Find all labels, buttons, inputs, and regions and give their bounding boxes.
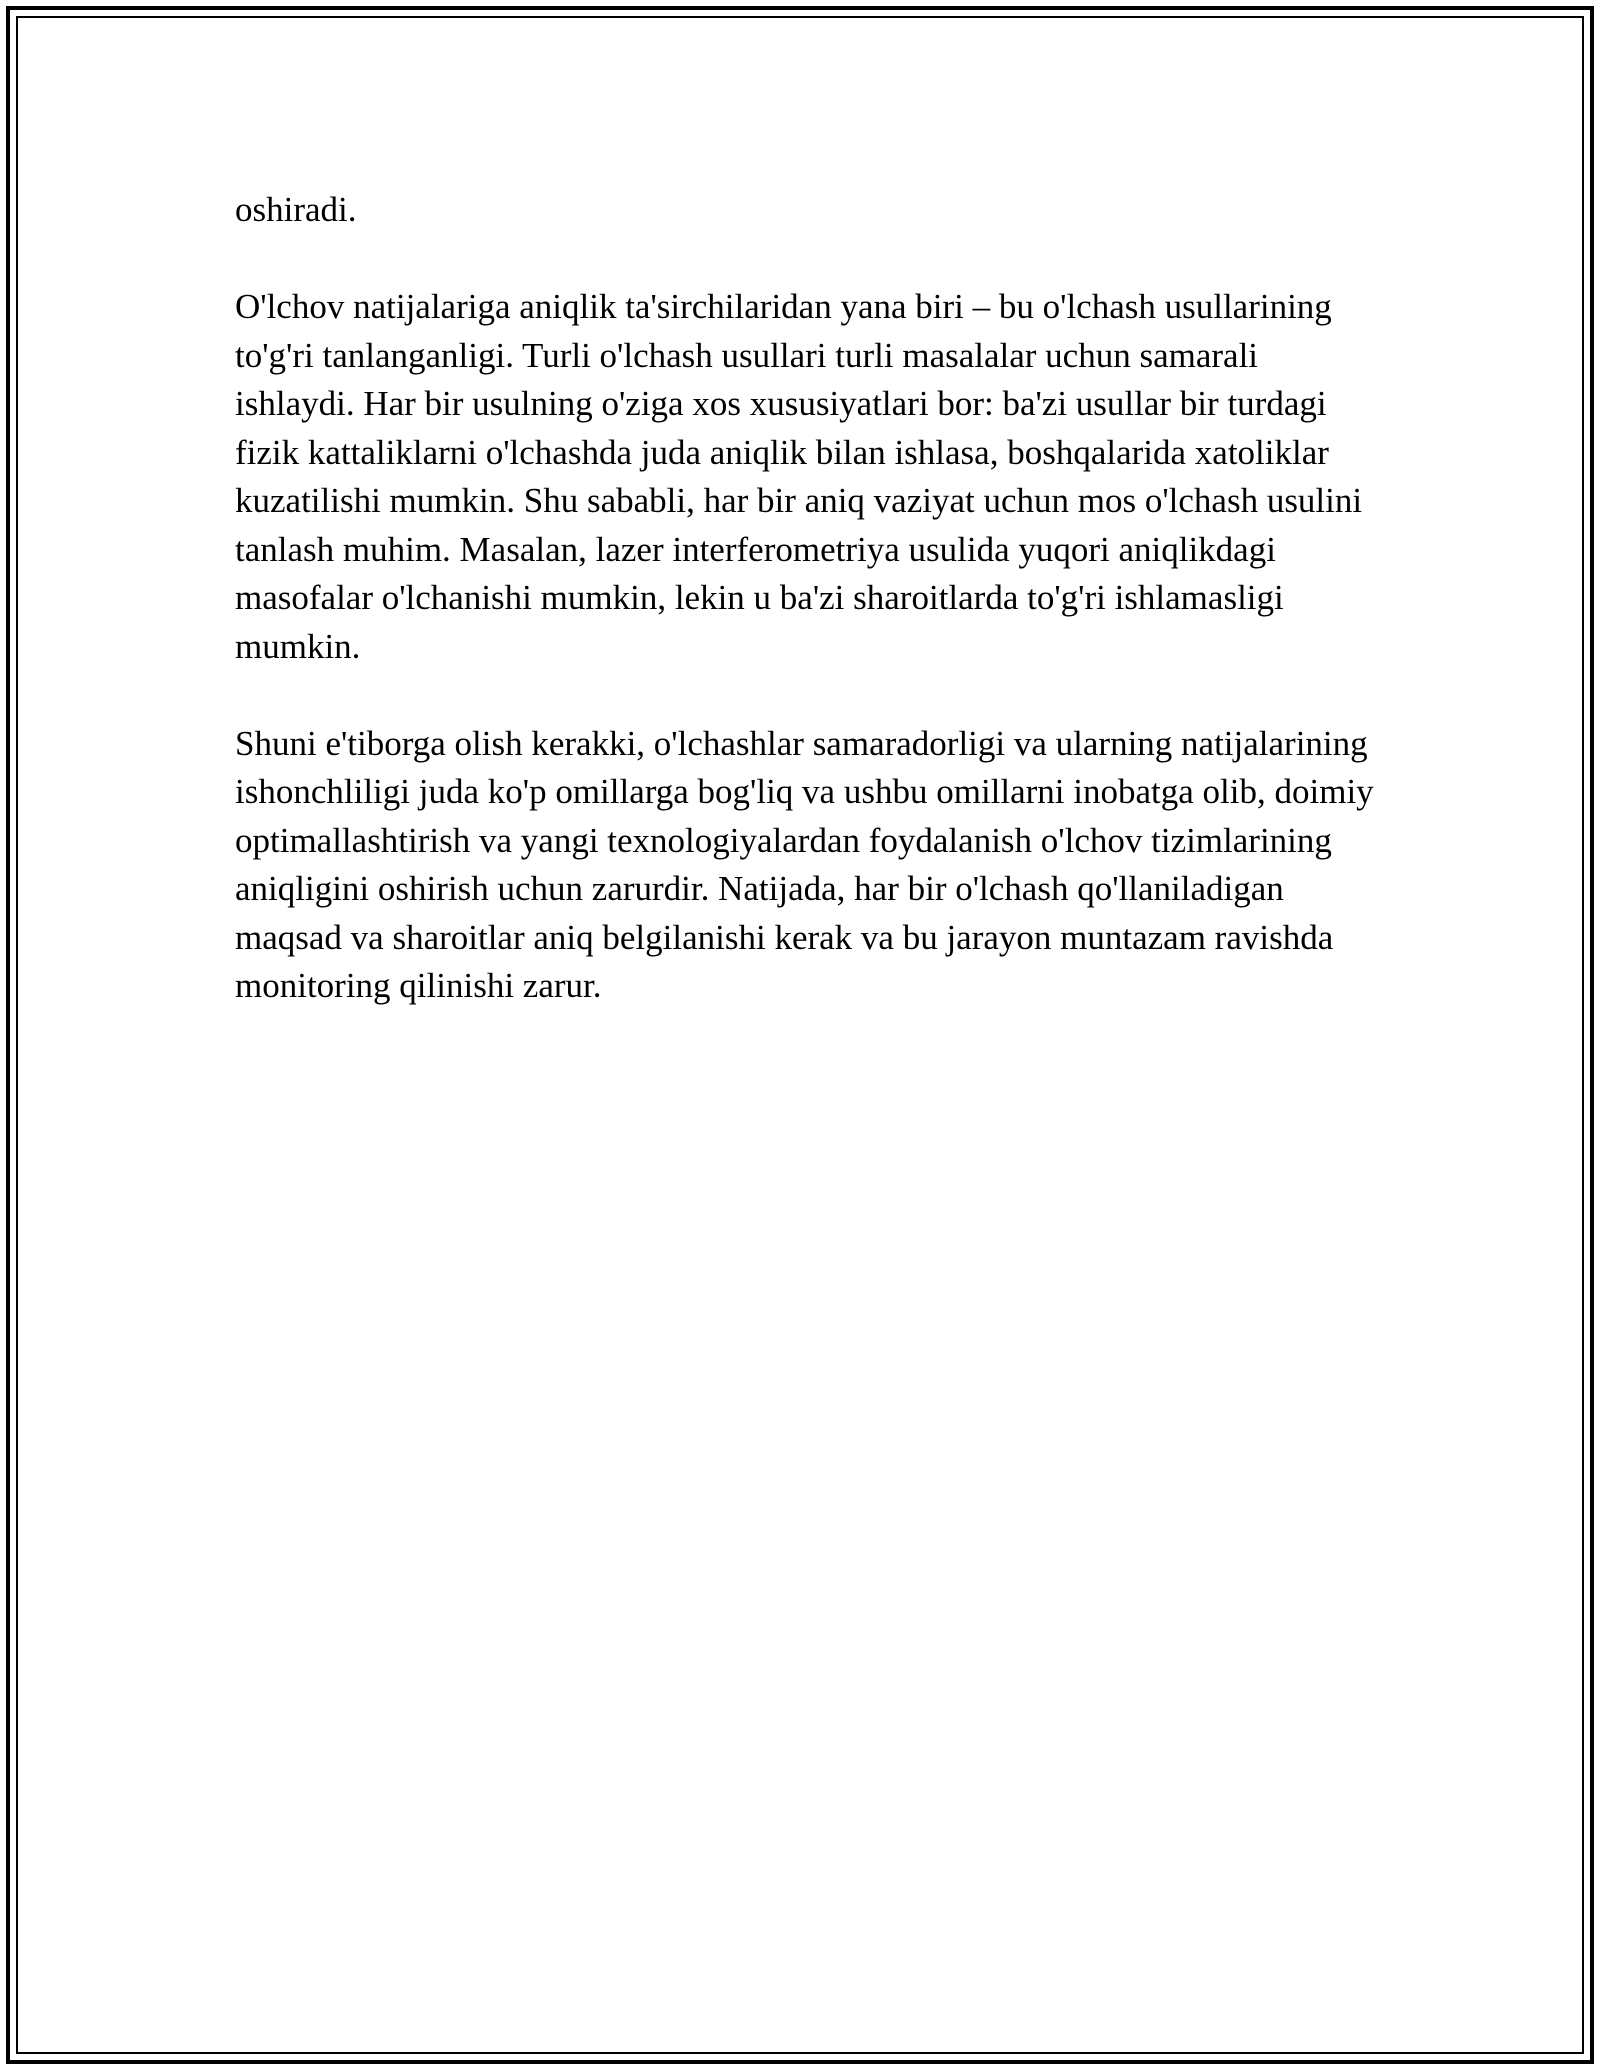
paragraph-conclusion: Shuni e'tiborga olish kerakki, o'lchashlar samaradorligi va ularning natijalarining ishonchliligi juda ko'p omillarga bog'liq va ushbu omillarni inobatga olib, doimiy optimallashtirish va yangi texnologiyalardan foydalanish o'lchov tizimlarining aniqligini oshirish uchun zarurdir. Natijada, har bir o'lchash qo'llaniladigan maqsad va sharoitlar aniq belgilanishi kerak va bu jarayon muntazam ravishda monitoring qilinishi zarur. <box>235 723 1374 1005</box>
paragraph-continuation: oshiradi. <box>235 190 357 229</box>
paragraph-measurement-methods: O'lchov natijalariga aniqlik ta'sirchilaridan yana biri – bu o'lchash usullarining to'g'ri tanlanganligi. Turli o'lchash usullari turli masalalar uchun samarali ishlaydi. Har bir usulning o'ziga xos xususiyatlari bor: ba'zi usullar bir turdagi fizik kattaliklarni o'lchashda juda aniqlik bilan ishlasa, boshqalarida xatoliklar kuzatilishi mumkin. Shu sababli, har bir aniq vaziyat uchun mos o'lchash usulini tanlash muhim. Masalan, lazer interferometriya usulida yuqori aniqlikdagi masofalar o'lchanishi mumkin, lekin u ba'zi sharoitlarda to'g'ri ishlamasligi mumkin. <box>235 287 1363 666</box>
document-body <box>235 186 1385 1059</box>
